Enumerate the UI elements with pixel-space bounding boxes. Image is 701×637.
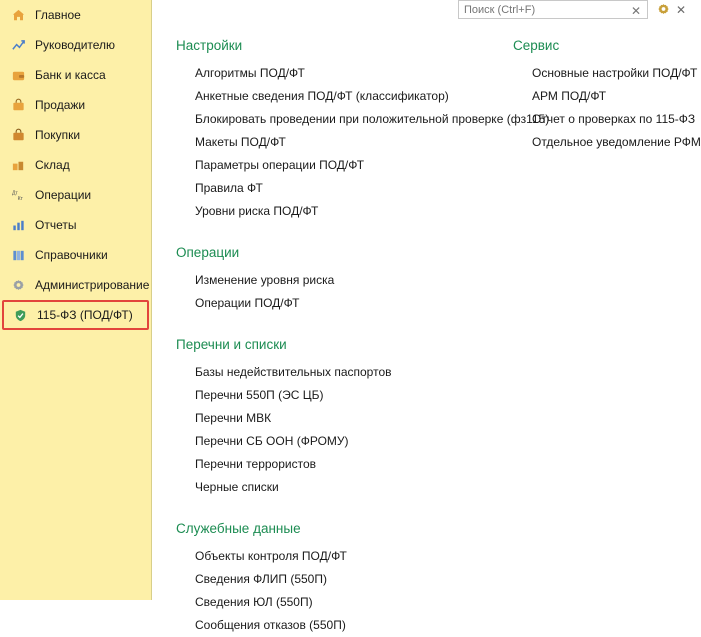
search-box[interactable] — [458, 0, 648, 19]
chart-arrow-icon — [10, 37, 26, 53]
sidebar-item-label: Справочники — [35, 248, 108, 262]
gear-icon — [10, 277, 26, 293]
link-item[interactable]: Правила ФТ — [195, 181, 263, 195]
sidebar-item-label: Администрирование — [35, 278, 150, 292]
group-perechni-i-spiski — [176, 329, 507, 499]
link-item[interactable]: Алгоритмы ПОД/ФТ — [195, 66, 305, 80]
group-sluzhebnye-dannye — [176, 513, 507, 637]
svg-text:Кт: Кт — [17, 195, 23, 202]
svg-text:Дт: Дт — [11, 190, 18, 197]
sidebar-item-115-fz[interactable] — [2, 300, 149, 330]
link-item[interactable]: Изменение уровня риска — [195, 273, 335, 287]
home-icon — [10, 7, 26, 23]
main-content — [152, 0, 701, 632]
sidebar-item-label: Покупки — [35, 128, 81, 142]
sidebar-item-otchety[interactable] — [0, 210, 151, 240]
sidebar-item-pokupki[interactable] — [0, 120, 151, 150]
shield-icon — [12, 307, 28, 323]
group-title: Перечни и списки — [176, 337, 287, 352]
sidebar-item-label: 115-ФЗ (ПОД/ФТ) — [37, 308, 133, 322]
link-item[interactable]: Черные списки — [195, 480, 279, 494]
link-item[interactable]: Макеты ПОД/ФТ — [195, 135, 286, 149]
sidebar-item-rukovoditelyu[interactable] — [0, 30, 151, 60]
operations-icon — [10, 187, 26, 203]
sidebar-item-label: Руководителю — [35, 38, 116, 52]
link-item[interactable]: Перечни СБ ООН (ФРОМУ) — [195, 434, 349, 448]
sidebar-item-label: Операции — [35, 188, 92, 202]
sidebar-item-label: Склад — [35, 158, 70, 172]
link-item[interactable]: Основные настройки ПОД/ФТ — [532, 66, 698, 80]
link-item[interactable]: Перечни 550П (ЭС ЦБ) — [195, 388, 324, 402]
right-column — [507, 38, 701, 600]
sidebar-item-operacii[interactable] — [0, 180, 151, 210]
link-item[interactable]: АРМ ПОД/ФТ — [532, 89, 607, 103]
link-item[interactable]: Параметры операции ПОД/ФТ — [195, 158, 365, 172]
group-title: Служебные данные — [176, 521, 301, 536]
link-item[interactable]: Сведения ЮЛ (550П) — [195, 595, 313, 609]
group-title: Операции — [176, 245, 240, 260]
sidebar-item-prodazhi[interactable] — [0, 90, 151, 120]
purchases-icon — [10, 127, 26, 143]
clear-icon[interactable]: ✕ — [630, 4, 642, 18]
link-item[interactable]: Отдельное уведомление РФМ — [532, 135, 701, 149]
sidebar-item-administrirovanie[interactable] — [0, 270, 151, 300]
sidebar-item-label: Главное — [35, 8, 81, 22]
link-item[interactable]: Анкетные сведения ПОД/ФТ (классификатор) — [195, 89, 449, 103]
spacer — [176, 317, 507, 329]
wallet-icon — [10, 67, 26, 83]
link-item[interactable]: Операции ПОД/ФТ — [195, 296, 300, 310]
books-icon — [10, 247, 26, 263]
spacer — [176, 501, 507, 513]
link-item[interactable]: Уровни риска ПОД/ФТ — [195, 204, 319, 218]
link-item[interactable]: Объекты контроля ПОД/ФТ — [195, 549, 347, 563]
sidebar-item-sklad[interactable] — [0, 150, 151, 180]
search-input[interactable] — [459, 3, 619, 17]
sidebar — [0, 0, 152, 600]
sidebar-item-label: Продажи — [35, 98, 86, 112]
group-servis — [513, 38, 701, 154]
link-item[interactable]: Перечни террористов — [195, 457, 317, 471]
reports-icon — [10, 217, 26, 233]
group-operacii — [176, 237, 507, 315]
sidebar-item-label: Отчеты — [35, 218, 77, 232]
toolbar-right — [654, 1, 690, 19]
close-icon[interactable]: ✕ — [675, 2, 687, 17]
link-item[interactable]: Сведения ФЛИП (550П) — [195, 572, 327, 586]
warehouse-icon — [10, 157, 26, 173]
sales-icon — [10, 97, 26, 113]
group-title: Настройки — [176, 38, 243, 53]
link-item[interactable]: Отчет о проверках по 115-ФЗ — [532, 112, 696, 126]
sidebar-item-glavnoe[interactable] — [0, 0, 151, 30]
link-item[interactable]: Перечни МВК — [195, 411, 272, 425]
link-item[interactable]: Блокировать проведении при положительной проверке (фз115) — [195, 112, 550, 126]
group-title: Сервис — [513, 38, 560, 53]
sidebar-item-bank-i-kassa[interactable] — [0, 60, 151, 90]
spacer — [176, 225, 507, 237]
sidebar-item-label: Банк и касса — [35, 68, 106, 82]
gear-icon[interactable] — [654, 1, 672, 19]
toolbar — [152, 0, 696, 22]
link-item[interactable]: Базы недействительных паспортов — [195, 365, 392, 379]
sidebar-item-spravochniki[interactable] — [0, 240, 151, 270]
link-item[interactable]: Сообщения отказов (550П) — [195, 618, 346, 632]
content-columns — [152, 38, 701, 632]
